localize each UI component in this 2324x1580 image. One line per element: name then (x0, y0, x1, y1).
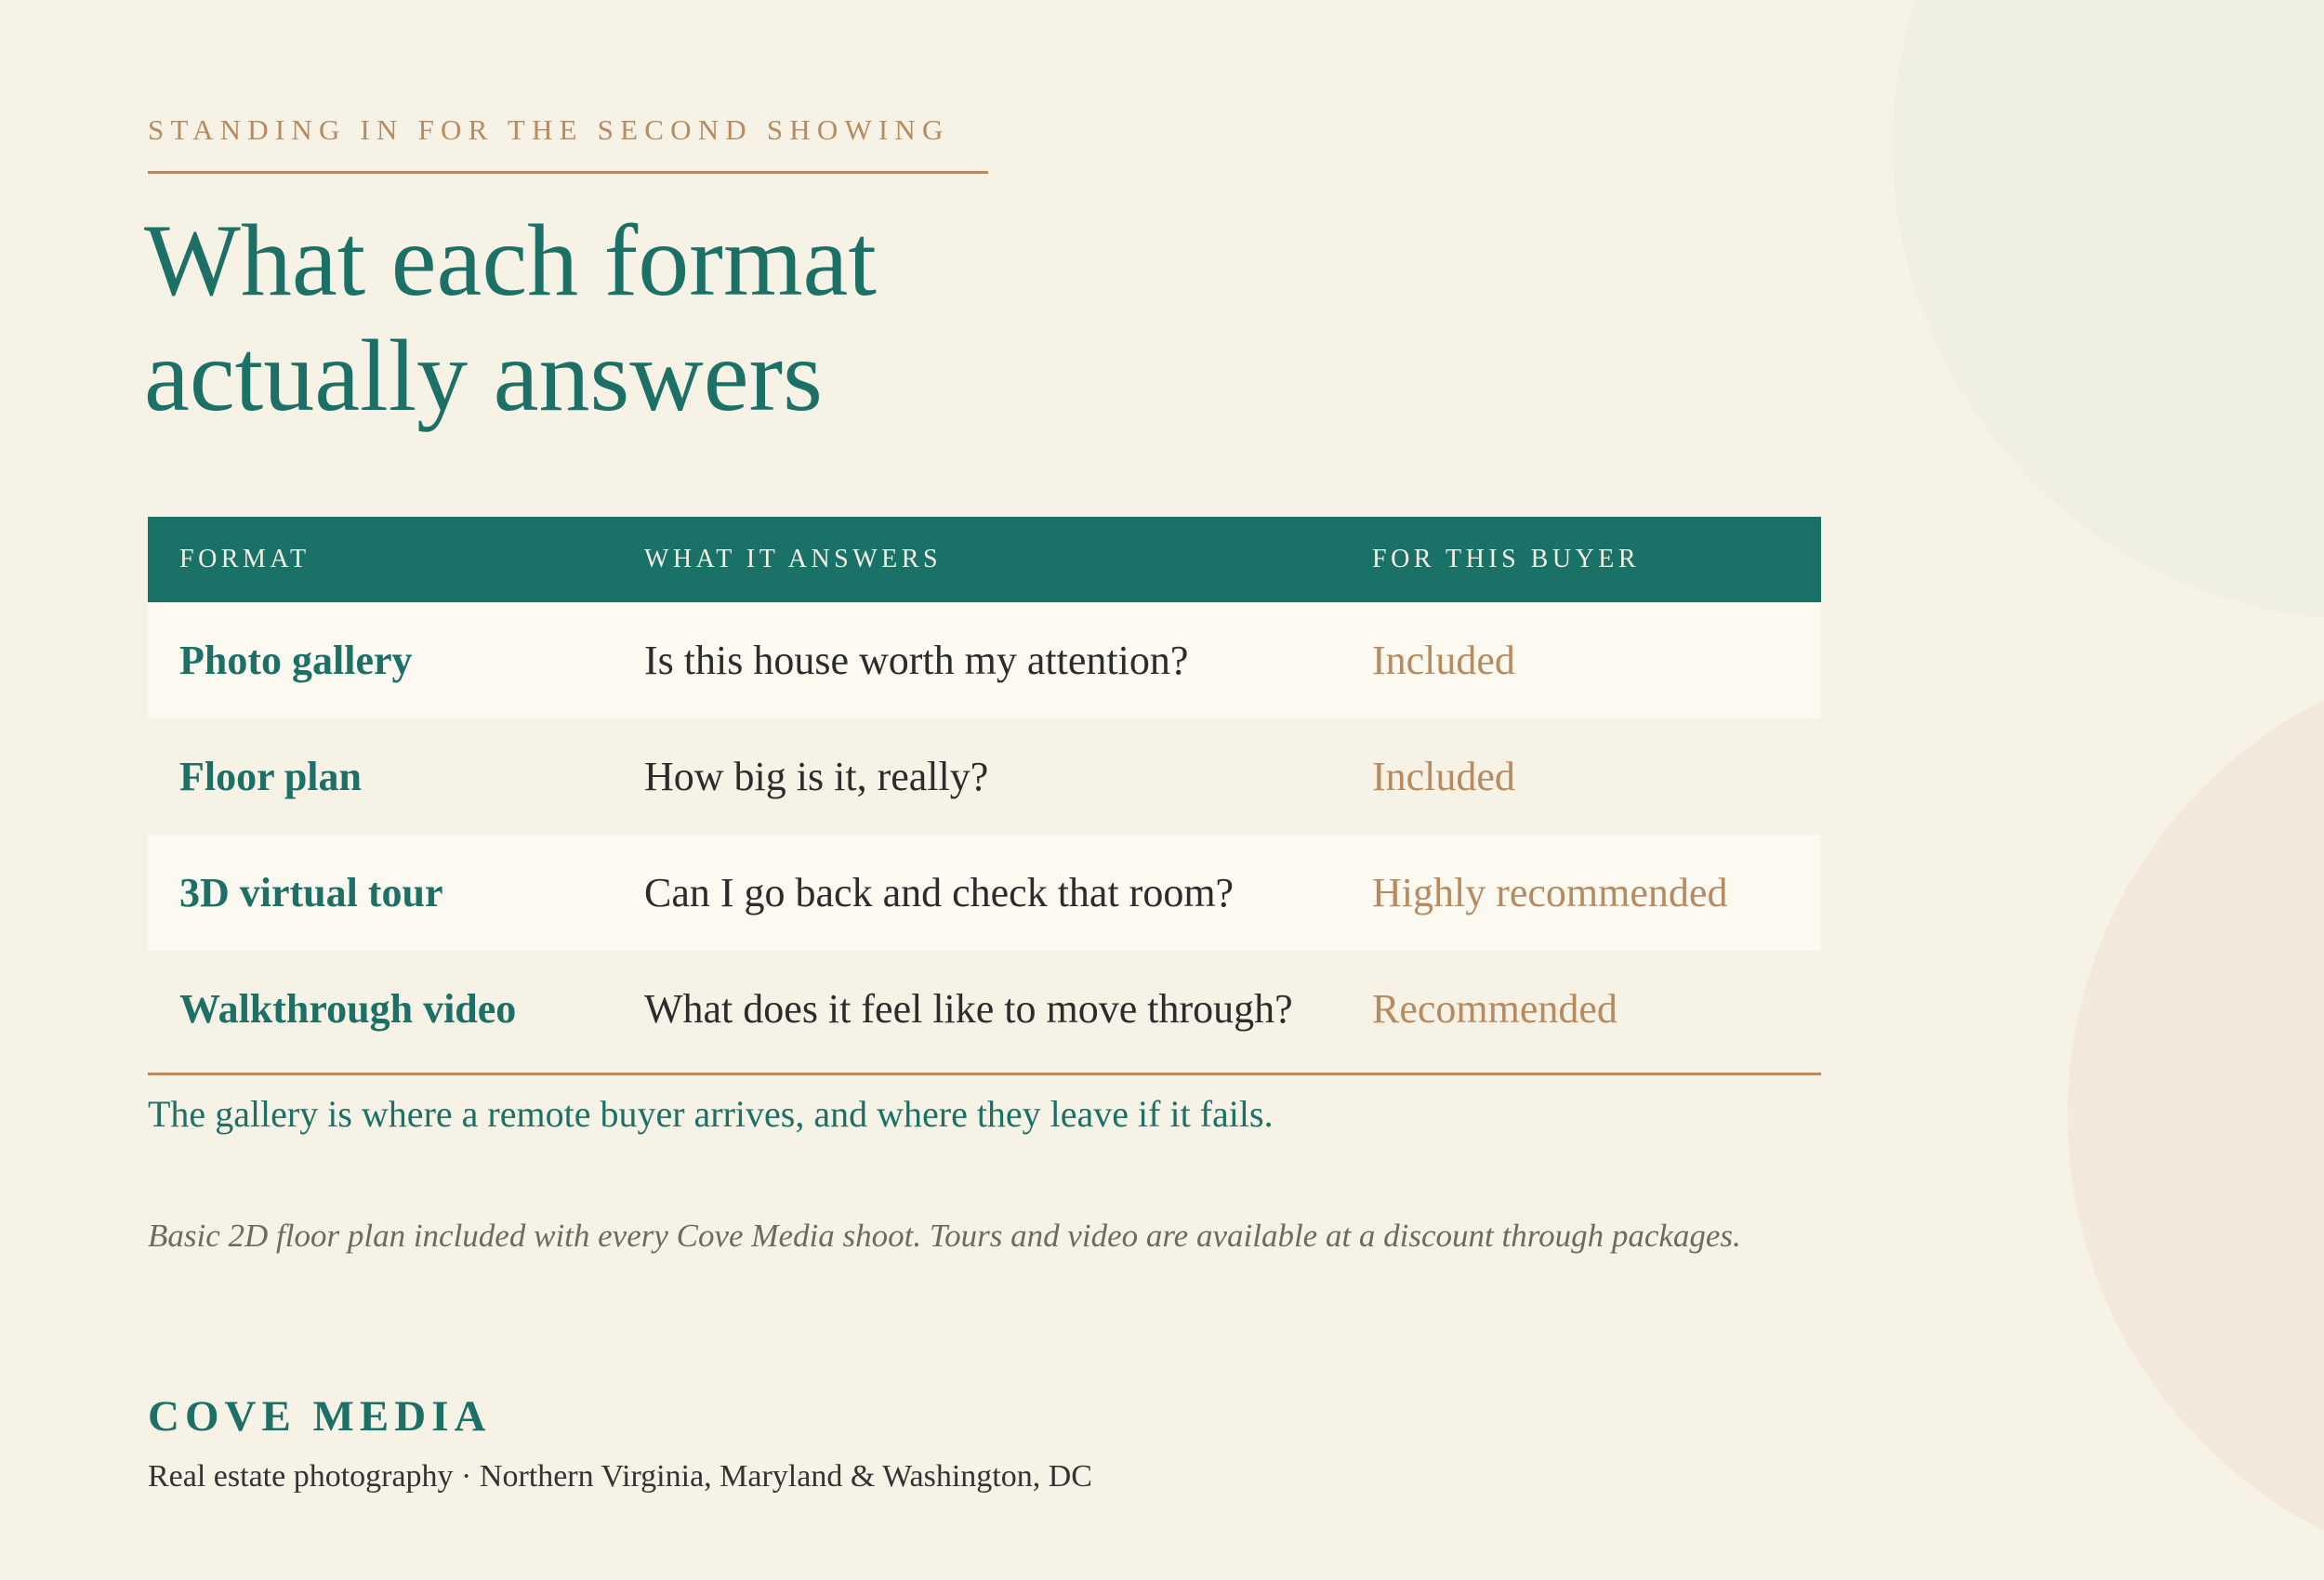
brand-tagline: Real estate photography · Northern Virginia, Maryland & Washington, DC (148, 1459, 1092, 1494)
eyebrow-divider (148, 171, 988, 174)
footnote: Basic 2D floor plan included with every Cove Media shoot. Tours and video are available at a discount through packages. (148, 1218, 1741, 1254)
format-cell: 3D virtual tour (179, 870, 443, 915)
buyer-cell: Included (1372, 754, 1515, 799)
eyebrow-label: STANDING IN FOR THE SECOND SHOWING (148, 113, 950, 146)
table-row (148, 951, 1821, 1067)
brand-name: COVE MEDIA (148, 1392, 492, 1441)
buyer-cell: Recommended (1372, 986, 1618, 1032)
table-header (148, 517, 1821, 602)
table-row (148, 718, 1821, 835)
decorative-circle-bottom (2067, 651, 2324, 1580)
decorative-circle-top (1893, 0, 2324, 620)
table-row (148, 602, 1821, 718)
format-cell: Photo gallery (179, 638, 413, 683)
answers-cell: How big is it, really? (644, 754, 989, 799)
page-title-line-2: actually answers (144, 319, 823, 432)
format-cell: Walkthrough video (179, 986, 517, 1032)
header-for-this-buyer: FOR THIS BUYER (1372, 545, 1641, 573)
gallery-note: The gallery is where a remote buyer arrives, and where they leave if it fails. (148, 1093, 1274, 1135)
format-comparison-table (148, 517, 1821, 1075)
table-row (148, 835, 1821, 951)
header-format: FORMAT (179, 545, 310, 573)
page-title-line-1: What each format (144, 204, 877, 317)
answers-cell: Can I go back and check that room? (644, 870, 1235, 915)
buyer-cell: Included (1372, 638, 1515, 683)
table-bottom-divider (148, 1073, 1821, 1075)
format-cell: Floor plan (179, 754, 363, 799)
buyer-cell: Highly recommended (1372, 870, 1728, 915)
answers-cell: Is this house worth my attention? (644, 638, 1189, 683)
page-title (144, 203, 1074, 433)
header-what-it-answers: WHAT IT ANSWERS (644, 545, 943, 573)
answers-cell: What does it feel like to move through? (644, 986, 1293, 1032)
